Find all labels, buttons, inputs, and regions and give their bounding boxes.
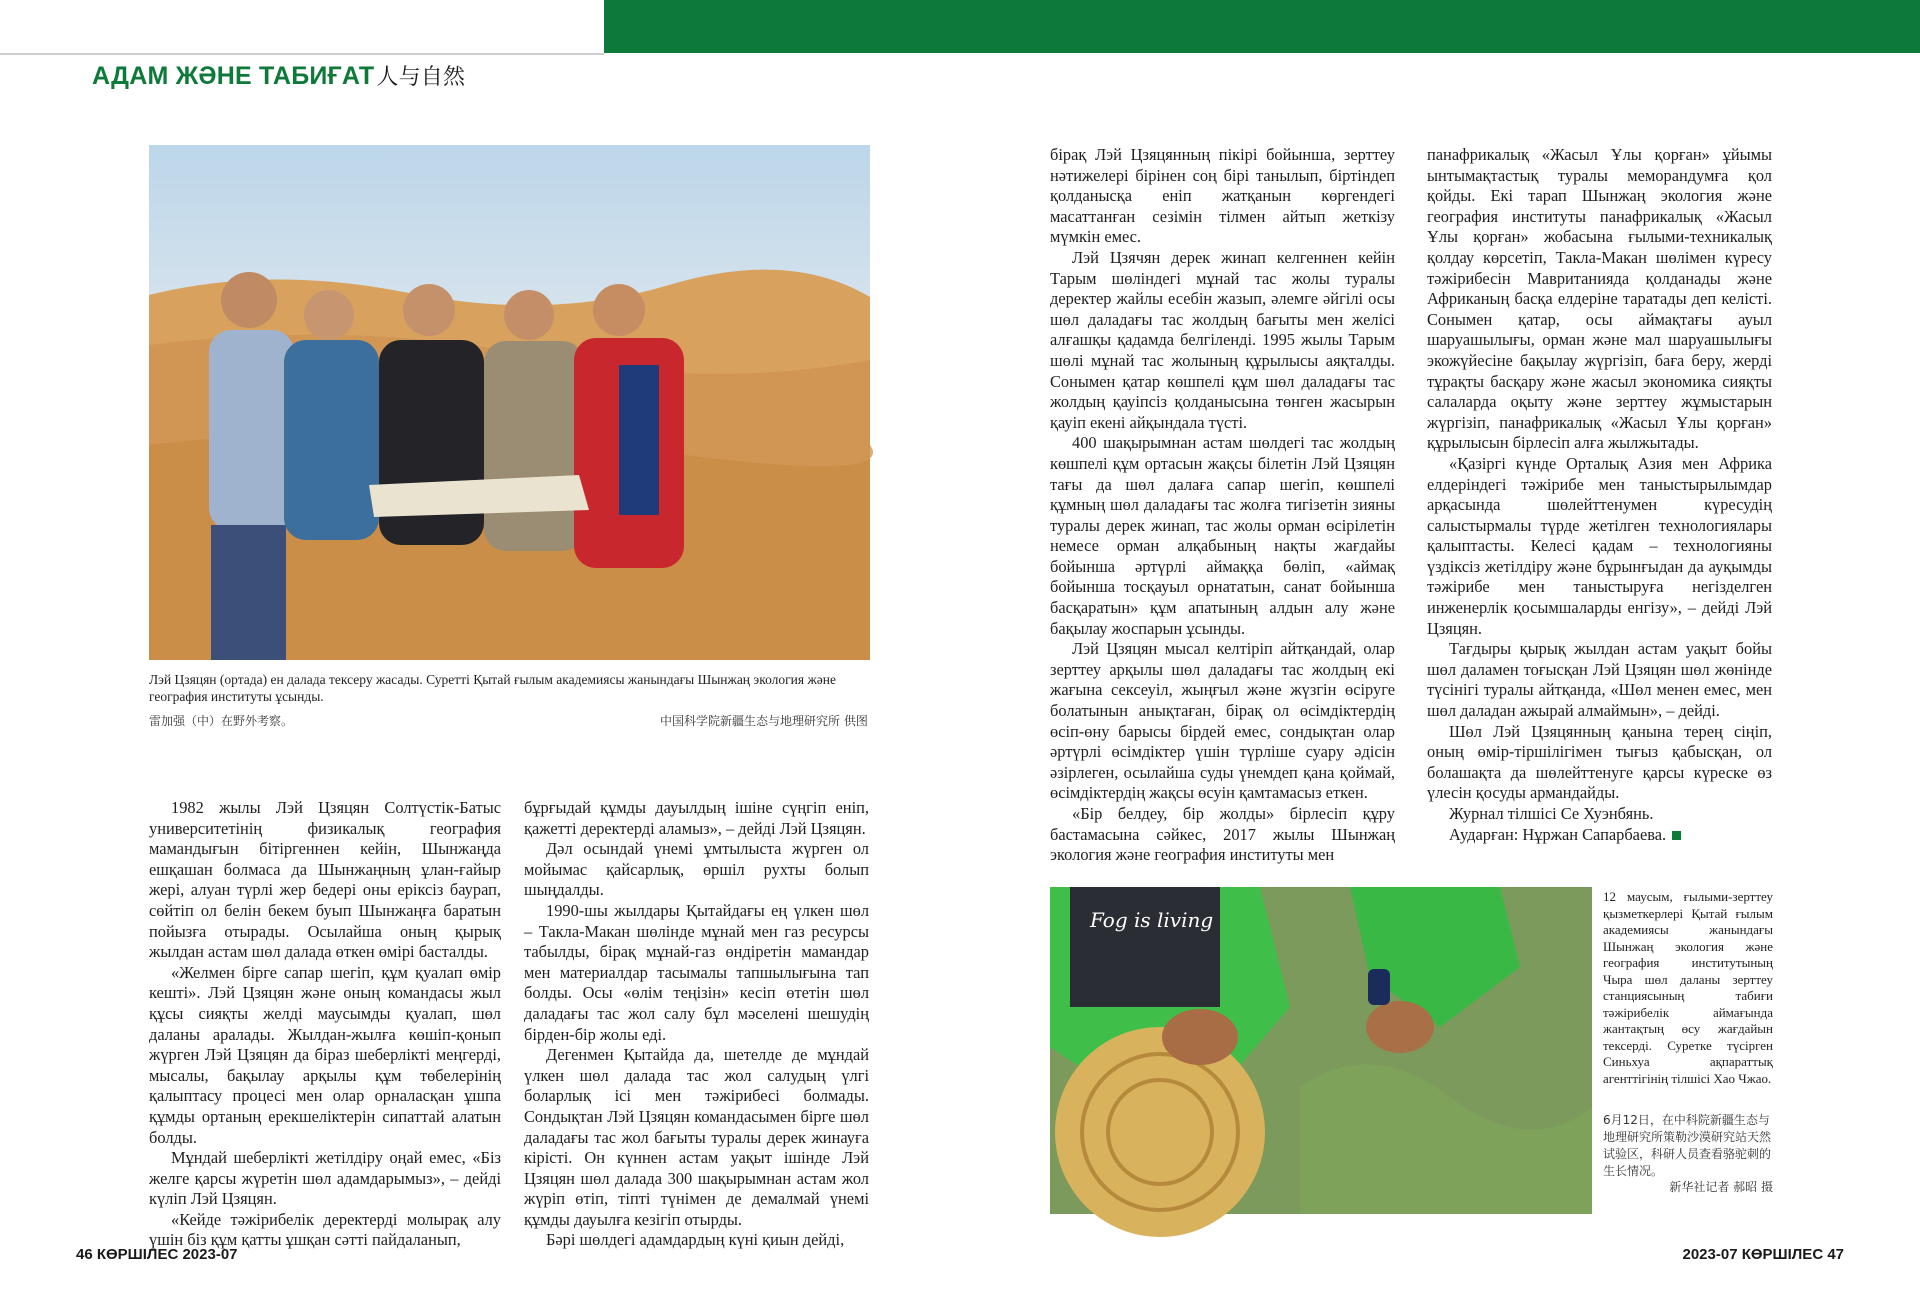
paragraph: бірақ Лэй Цзяцянның пікірі бойынша, зерттеу нәтижелері бірінен соң бірі танылып, біртіндеп қолданысқа еніп жатқанын көргендегі масаттанған сезімін тілмен айтып жеткізу мүмкін емес. xyxy=(1050,145,1395,247)
translator-name: Аударған: Нұржан Сапарбаева. xyxy=(1449,824,1667,844)
article-column-4 xyxy=(1427,145,1772,844)
plants-scene-illustration xyxy=(1050,887,1592,1214)
article-column-3 xyxy=(1050,145,1395,865)
folio-right: 2023-07 КӨРШІЛЕС 47 xyxy=(1682,1246,1844,1263)
article-column-1 xyxy=(149,798,501,1250)
paragraph: Дегенмен Қытайда да, шетелде де мұндай үлкен шөл далада тас жол салудың үлгі боларлық ісі мен тәжірибесі болмады. Сондықтан Лэй Цзяцян командасымен бірге шөл даладағы тас жол бағыты туралы дерек жинауға кірісті. Он күннен астам уақыт ішінде Лэй Цзяцян шөл далада 300 шақырымнан астам жол жүріп өтіп, тіпті түнімен де демалмай үнемі құмды дауылға кезігіп отырды. xyxy=(524,1045,869,1229)
paragraph: Бәрі шөлдегі адамдардың күні қиын дейді, xyxy=(546,1230,845,1250)
photo1-caption: Лэй Цзяцян (ортада) ен далада тексеру жасады. Суретті Қытай ғылым академиясы жанындағы Шынжаң экология және география институты ұсынды. xyxy=(149,672,837,704)
section-title-kz: АДАМ ЖӘНЕ ТАБИҒАТ xyxy=(92,62,375,90)
header-green-bar xyxy=(604,0,1920,53)
paragraph: «Бір белдеу, бір жолды» бірлесіп құру бастамасына сәйкес, 2017 жылы Шынжаң экология және география институты мен xyxy=(1050,804,1395,865)
photo1-credit: 中国科学院新疆生态与地理研究所 供图 xyxy=(660,714,868,728)
photo2-caption-zh: 6月12日，在中科院新疆生态与地理研究所策勒沙漠研究站天然试验区，科研人员查看骆驼刺的生长情况。 xyxy=(1603,1113,1772,1178)
plants-photo xyxy=(1050,887,1592,1214)
folio-left: 46 КӨРШІЛЕС 2023-07 xyxy=(76,1246,238,1263)
paragraph: 1982 жылы Лэй Цзяцян Солтүстік-Батыс университетінің физикалық география мамандығын бітіргеннен кейін, Шынжаңда ешқашан болмаса да Шынжаңның ұлан-ғайыр жері, алуан түрлі жер бедері оны еріксіз баурап, сөйтіп ол белін бекем буып Шынжаңға баратын пойызға отырады. Осылайша оның қырық жылдан астам шөл далада өткен өмірі басталды. xyxy=(149,798,501,962)
paragraph: 400 шақырымнан астам шөлдегі тас жолдың көшпелі құм ортасын жақсы білетін Лэй Цзяцян тағы да шөл далаға сапар шегіп, көшпелі құмның шөл даладағы тас жолға тигізетін зияны туралы дерек жинап, тас жолы орман өсірілетін немесе орман алқабының нақты жағдайы бойынша әртүрлі аймаққа бөліп, «аймақ бойынша тосқауыл орнататын, санат бойынша басқаратын» құм апатының алдын алу және бақылау жоспарын ұсынды. xyxy=(1050,433,1395,638)
paragraph: 1990-шы жылдары Қытайдағы ең үлкен шөл – Такла-Макан шөлінде мұнай мен газ ресурсы табылды, бірақ мұнай-газ өндіретін мамандар мен материалдар тасымалы тапшылығына тап болды. Осы «өлім теңізін» кесіп өтетін шөл даладағы тас жол салу бұл мәселені шешудің бірден-бір жолы еді. xyxy=(524,900,869,1044)
desert-scene-illustration xyxy=(149,145,870,660)
desert-team-photo xyxy=(149,145,870,660)
paragraph: Лэй Цзячян дерек жинап келгеннен кейін Тарым шөліндегі мұнай тас жолы туралы деректер жайлы есебін жазып, әлемге әйгілі осы шөл даладағы тас жолдың бағыты мен желісі алғашқы қадамда белгіленді. 1995 жылы Тарым шөлі мұнай тас жолының құрылысы аяқталды. Сонымен қатар көшпелі құм шөл даладағы тас жолдың қауіпсіз қолданысына төнген жасырын қауіп екені айқындала түсті. xyxy=(1050,247,1395,432)
header-rule xyxy=(0,53,604,55)
photo2-caption: 12 маусым, ғылыми-зерттеу қызметкерлері Қытай ғылым академиясы жанындағы Шынжаң экология және география институтының Чыра шөл даланы зерттеу станциясының табиғи тәжірибелік аймағында жантақтың өсу жағдайын тексерді. Суретке түсірген Синьхуа ақпараттық агенттігінің тілшісі Хао Чжао. xyxy=(1603,889,1773,1086)
photo1-caption-zh: 雷加强（中）在野外考察。 xyxy=(149,714,294,728)
paragraph: Мұндай шеберлікті жетілдіру оңай емес, «Біз желге қарсы жүретін шөл адамдарымыз», – дейді күліп Лэй Цзяцян. xyxy=(149,1148,501,1209)
paragraph: Тағдыры қырық жылдан астам уақыт бойы шөл даламен тоғысқан Лэй Цзяцян шөл жөнінде түсінігі туралы айтқанда, «Шөл менен емес, мен шөл даладан ажырай алмаймын», – дейді. xyxy=(1427,639,1772,721)
end-mark-icon xyxy=(1672,831,1681,840)
paragraph: «Қазіргі күнде Орталық Азия мен Африка елдеріндегі тәжірибе мен таныстырылымдар арқасында шөлейттенумен күресудің салыстырмалы түрде жетілген технологиялары қалыптасты. Келесі қадам – технологияны үздіксіз жетілдіру және бұрынғыдан да ауқымды тәжірибе мен таныстыруға негізделген инженерлік қосымшаларды енгізу», – дейді Лэй Цзяцян. xyxy=(1427,453,1772,638)
paragraph: «Кейде тәжірибелік деректерді молырақ алу үшін біз құм қатты ұшқан сәтті пайдаланып, xyxy=(149,1209,501,1250)
paragraph: Дәл осындай үнемі ұмтылыста жүрген ол мойымас қайсарлық, өршіл рухты болып шыңдалды. xyxy=(524,839,869,900)
paragraph: Шөл Лэй Цзяцянның қанына терең сіңіп, оның өмір-тіршілігімен тығыз қабысқан, ол болашақта да шөлейттенуге қарсы күреске өз үлесін қосуды армандайды. xyxy=(1427,721,1772,803)
article-column-2 xyxy=(524,798,869,1250)
paragraph: «Желмен бірге сапар шегіп, құм қуалап өмір кешті». Лэй Цзяцян және оның командасы жыл құсы сияқты желді маусымды қуалап, шөл даланы аралады. Жылдан-жылға көшіп-қонып жүрген Лэй Цзяцян да біраз шеберлікті меңгерді, мысалы, бақылау арқылы құм төбелерінің қалыптасу процесі мен олар орналасқан ұшпа құмды ортаның ерекшеліктерін сипаттай алатын болды. xyxy=(149,962,501,1147)
photo2-credit: 新华社记者 郝昭 摄 xyxy=(1669,1180,1773,1194)
shirt-print-text: Fog is living xyxy=(1090,908,1214,932)
section-title xyxy=(92,60,465,91)
translator-credit xyxy=(1427,825,1772,846)
section-title-zh: 人与自然 xyxy=(376,65,466,90)
paragraph: Лэй Цзяцян мысал келтіріп айтқандай, олар зерттеу арқылы шөл даладағы тас жолдың екі жағына сексеуіл, жыңғыл және жүзгін өсіруге болатынын анықтаған, бірақ ол өсімдіктердің өсіп-өну барысы бірдей емес, сондықтан олар әртүрлі өсімдіктер үшін түрліше суару әдісін әзірлеген, осылайша суды үнемдеп қана қоймай, өсімдіктердің жақсы өсуін қамтамасыз еткен. xyxy=(1050,639,1395,803)
author-credit: Журнал тілшісі Се Хуэнбянь. xyxy=(1449,804,1654,823)
paragraph: бұрғыдай құмды дауылдың ішіне сүңгіп еніп, қажетті деректерді аламыз», – дейді Лэй Цзяцян. xyxy=(524,798,869,838)
paragraph: панафрикалық «Жасыл Ұлы қорған» ұйымы ынтымақтастық туралы меморандумға қол қойды. Екі тарап Шынжаң экология және география институты панафрикалық «Жасыл Ұлы қорған» жобасына ғылыми-техникалық қолдау көрсетіп, Такла-Макан шөлімен күресу тәжірибесін Мавританияда қолданады және Африканың басқа елдеріне таратады деп келісті. Сонымен қатар, осы аймақтағы ауыл шаруашылығы, орман және мал шаруашылығы экожүйесіне бақылау жүргізіп, баға беру, жерді тұрақты басқару және жасыл экономика сияқты салаларда оқыту және зерттеу жұмыстарын жүргізіп, панафрикалық «Жасыл Ұлы қорған» құрылысын бірлесіп алға жылжытады. xyxy=(1427,145,1772,453)
